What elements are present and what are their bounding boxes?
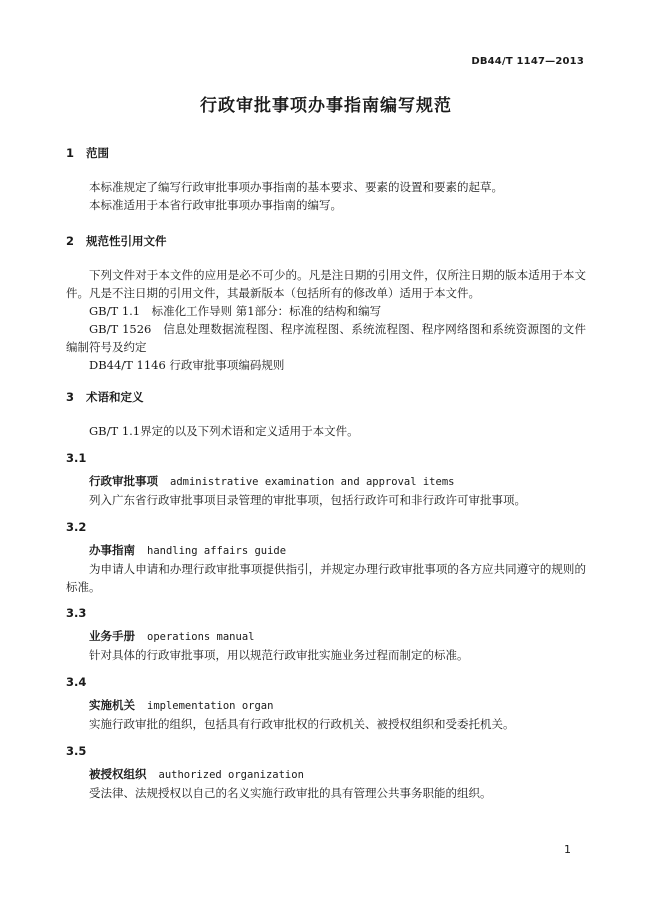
term-number: 3.1 (66, 451, 87, 465)
term-definition: 实施行政审批的组织，包括具有行政审批权的行政机关、被授权组织和受委托机关。 (89, 717, 515, 731)
term-definition: 受法律、法规授权以自己的名义实施行政审批的具有管理公共事务职能的组织。 (89, 786, 492, 800)
term-body (66, 472, 586, 509)
paragraph: 本标准适用于本省行政审批事项办事指南的编写。 (89, 198, 342, 212)
term-name (66, 627, 586, 646)
term-chinese: 实施机关 (89, 698, 135, 712)
term-definition: 列入广东省行政审批事项目录管理的审批事项，包括行政许可和非行政许可审批事项。 (89, 493, 526, 507)
term-chinese: 被授权组织 (89, 767, 147, 781)
term-english: handling affairs guide (147, 545, 287, 557)
term-entry (66, 518, 586, 536)
term-entry (66, 673, 586, 691)
term-number: 3.3 (66, 606, 87, 620)
term-name (66, 541, 586, 560)
reference-item: DB44/T 1146 行政审批事项编码规则 (89, 358, 285, 372)
term-body (66, 765, 586, 802)
term-number: 3.4 (66, 675, 87, 689)
term-body (66, 627, 586, 664)
section-scope (66, 144, 586, 162)
paragraph: 下列文件对于本文件的应用是必不可少的。凡是注日期的引用文件，仅所注日期的版本适用于本文件。凡是不注日期的引用文件，其最新版本（包括所有的修改单）适用于本文件。 (66, 268, 586, 300)
references-body (66, 266, 586, 374)
reference-item: GB/T 1.1 标准化工作导则 第1部分：标准的结构和编写 (89, 304, 382, 318)
term-body (66, 541, 586, 596)
term-name (66, 696, 586, 715)
section-heading (66, 232, 586, 250)
section-title: 范围 (86, 146, 109, 160)
terms-intro (66, 422, 586, 440)
term-number: 3.2 (66, 520, 87, 534)
term-entry (66, 742, 586, 760)
section-title: 术语和定义 (86, 390, 144, 404)
section-normative-references (66, 232, 586, 250)
paragraph: GB/T 1.1界定的以及下列术语和定义适用于本文件。 (89, 424, 359, 438)
section-number: 3 (66, 390, 75, 404)
term-chinese: 办事指南 (89, 543, 135, 557)
term-body (66, 696, 586, 733)
term-entry (66, 604, 586, 622)
section-number: 2 (66, 234, 75, 248)
term-english: operations manual (147, 631, 255, 643)
term-entry (66, 449, 586, 467)
section-title: 规范性引用文件 (86, 234, 167, 248)
term-english: authorized organization (158, 769, 304, 781)
term-english: administrative examination and approval items (170, 476, 455, 488)
term-chinese: 行政审批事项 (89, 474, 158, 488)
term-definition: 针对具体的行政审批事项，用以规范行政审批实施业务过程而制定的标准。 (89, 648, 469, 662)
term-definition: 为申请人申请和办理行政审批事项提供指引，并规定办理行政审批事项的各方应共同遵守的规则的标准。 (66, 562, 586, 594)
section-terms (66, 388, 586, 406)
term-english: implementation organ (147, 700, 274, 712)
document-title: 行政审批事项办事指南编写规范 (200, 96, 452, 116)
page-number: 1 (564, 843, 571, 856)
term-name (66, 765, 586, 784)
term-name (66, 472, 586, 491)
section-number: 1 (66, 146, 75, 160)
scope-body (66, 178, 586, 214)
term-number: 3.5 (66, 744, 87, 758)
reference-item: GB/T 1526 信息处理数据流程图、程序流程图、系统流程图、程序网络图和系统资源图的文件编制符号及约定 (66, 322, 586, 354)
section-heading (66, 388, 586, 406)
section-heading (66, 144, 586, 162)
paragraph: 本标准规定了编写行政审批事项办事指南的基本要求、要素的设置和要素的起草。 (89, 180, 503, 194)
standard-code: DB44/T 1147—2013 (471, 56, 584, 67)
term-chinese: 业务手册 (89, 629, 135, 643)
